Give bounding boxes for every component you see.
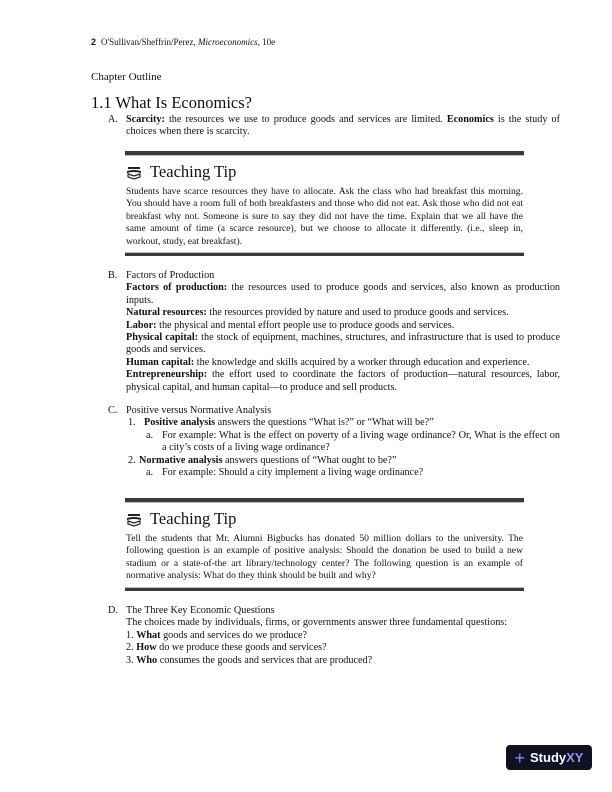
tip-title: Teaching Tip <box>150 162 237 181</box>
sub-marker: 1. <box>128 417 136 429</box>
item-c-content <box>126 405 560 479</box>
term: Entrepreneurship: <box>126 369 208 381</box>
definition-factors-of-production <box>126 282 560 307</box>
example-text: For example: What is the effect on poverty of a living wage ordinance? Or, What is the effect on a city’s costs of a living wage ordinance? <box>162 429 560 454</box>
example-marker: a. <box>146 467 154 479</box>
item-c-marker: C. <box>108 405 118 416</box>
tip-body: Students have scarce resources they have to allocate. Ask the class who had breakfast this morning. You should have a room full of both breakfasters and those who did not eat. Ask those who did not eat breakfast why not. Someone is sure to say they did not have the time. Explain that we all have the same amount of time (a scarce resource), but we choose to allocate it differently. (i.e., sleep in, workout, study, eat breakfast). <box>126 186 523 247</box>
definition: the effort used to coordinate the factors of production—natural resources, labor, physical capital, and human capital—to produce and sell products. <box>126 369 560 393</box>
item-d-heading: The Three Key Economic Questions <box>126 605 275 616</box>
item-d-marker: D. <box>108 605 118 616</box>
question-term: Who <box>136 654 158 666</box>
tip-title: Teaching Tip <box>150 509 237 528</box>
question-what <box>126 630 560 642</box>
header-book-title: Microeconomics, <box>197 37 260 47</box>
sub-marker: 2. <box>128 454 136 466</box>
example-marker: a. <box>146 429 154 441</box>
teaching-tip-box-2 <box>125 498 524 591</box>
teaching-tip-box-1 <box>125 151 524 256</box>
tip-body: Tell the students that Mr. Alumni Bigbucks has donated 50 million dollars to the university. The following question is an example of positive analysis: Should the donation be used to build a new stadium or a state-of-the art library/technology center? The following question is an example of normative analysis: What do they think should be built and why? <box>126 533 523 582</box>
tip-heading <box>126 162 524 182</box>
economics-definition: is the study of choices when there is scarcity. <box>126 114 560 138</box>
question-who <box>126 655 560 667</box>
tip-heading <box>126 509 524 529</box>
normative-analysis <box>126 455 560 467</box>
books-icon <box>126 164 142 180</box>
term-normative-analysis: Normative analysis <box>139 454 223 466</box>
definition: the physical and mental effort people use to produce goods and services. <box>156 319 455 331</box>
definition-labor <box>126 320 560 332</box>
definition-entrepreneurship <box>126 369 560 394</box>
item-b-content <box>126 270 560 394</box>
question-number: 1. <box>126 629 137 641</box>
tip-bottom-rule <box>125 587 524 591</box>
item-d-intro: The choices made by individuals, firms, or governments answer three fundamental questions: <box>126 617 508 629</box>
term: Labor: <box>126 319 157 331</box>
definition: the stock of equipment, machines, structures, and infrastructure that is used to produce goods and services. <box>126 332 560 356</box>
item-a-text <box>126 114 560 139</box>
item-a-marker: A. <box>108 114 118 125</box>
definition-physical-capital <box>126 332 560 357</box>
books-icon <box>126 511 142 527</box>
term-scarcity: Scarcity: <box>126 114 165 125</box>
item-a <box>108 114 560 139</box>
page-number: 2 <box>91 37 97 47</box>
example-text: For example: Should a city implement a living wage ordinance? <box>162 467 424 479</box>
normative-analysis-example <box>126 467 560 479</box>
positive-analysis-text: answers the questions “What is?” or “What will be?” <box>215 417 434 429</box>
item-d-content <box>126 605 560 667</box>
tip-bottom-rule <box>125 252 524 256</box>
positive-analysis-example <box>126 430 560 455</box>
studyxy-badge[interactable] <box>506 745 592 770</box>
definition: the resources used to produce goods and services, also known as production inputs. <box>126 282 561 306</box>
normative-analysis-text: answers questions of “What ought to be?” <box>222 454 397 466</box>
question-how <box>126 642 560 654</box>
definition: the knowledge and skills acquired by a worker through education and experience. <box>194 356 530 368</box>
positive-analysis <box>126 417 560 429</box>
chapter-outline-label: Chapter Outline <box>91 71 162 83</box>
tip-top-rule <box>125 498 524 503</box>
definition-natural-resources <box>126 307 560 319</box>
item-c <box>108 405 560 479</box>
term: Natural resources: <box>126 307 207 319</box>
definition-human-capital <box>126 357 560 369</box>
question-term: What <box>136 629 161 641</box>
term: Physical capital: <box>126 332 199 344</box>
question-term: How <box>136 642 157 654</box>
plus-icon: + <box>514 747 526 768</box>
term: Factors of production: <box>126 282 228 294</box>
item-c-heading: Positive versus Normative Analysis <box>126 405 272 416</box>
term-positive-analysis: Positive analysis <box>144 417 216 429</box>
question-number: 3. <box>126 654 137 666</box>
scarcity-definition: the resources we use to produce goods and services are limited. <box>164 114 447 125</box>
term-economics: Economics <box>446 114 494 125</box>
question-text: goods and services do we produce? <box>160 629 308 641</box>
brand-accent: XY <box>566 750 584 765</box>
item-d <box>108 605 560 667</box>
section-title: 1.1 What Is Economics? <box>91 93 252 112</box>
question-number: 2. <box>126 642 137 654</box>
item-b <box>108 270 560 394</box>
brand-main: Study <box>530 750 567 765</box>
term: Human capital: <box>126 356 195 368</box>
question-text: do we produce these goods and services? <box>156 642 327 654</box>
item-b-marker: B. <box>108 270 118 281</box>
page-header <box>91 37 275 47</box>
header-edition: 10e <box>259 37 276 47</box>
question-text: consumes the goods and services that are produced? <box>157 654 373 666</box>
definition: the resources provided by nature and used to produce goods and services. <box>206 307 509 319</box>
tip-top-rule <box>125 151 524 156</box>
header-authors: O'Sullivan/Sheffrin/Perez, <box>101 37 198 47</box>
item-b-heading: Factors of Production <box>126 270 215 281</box>
